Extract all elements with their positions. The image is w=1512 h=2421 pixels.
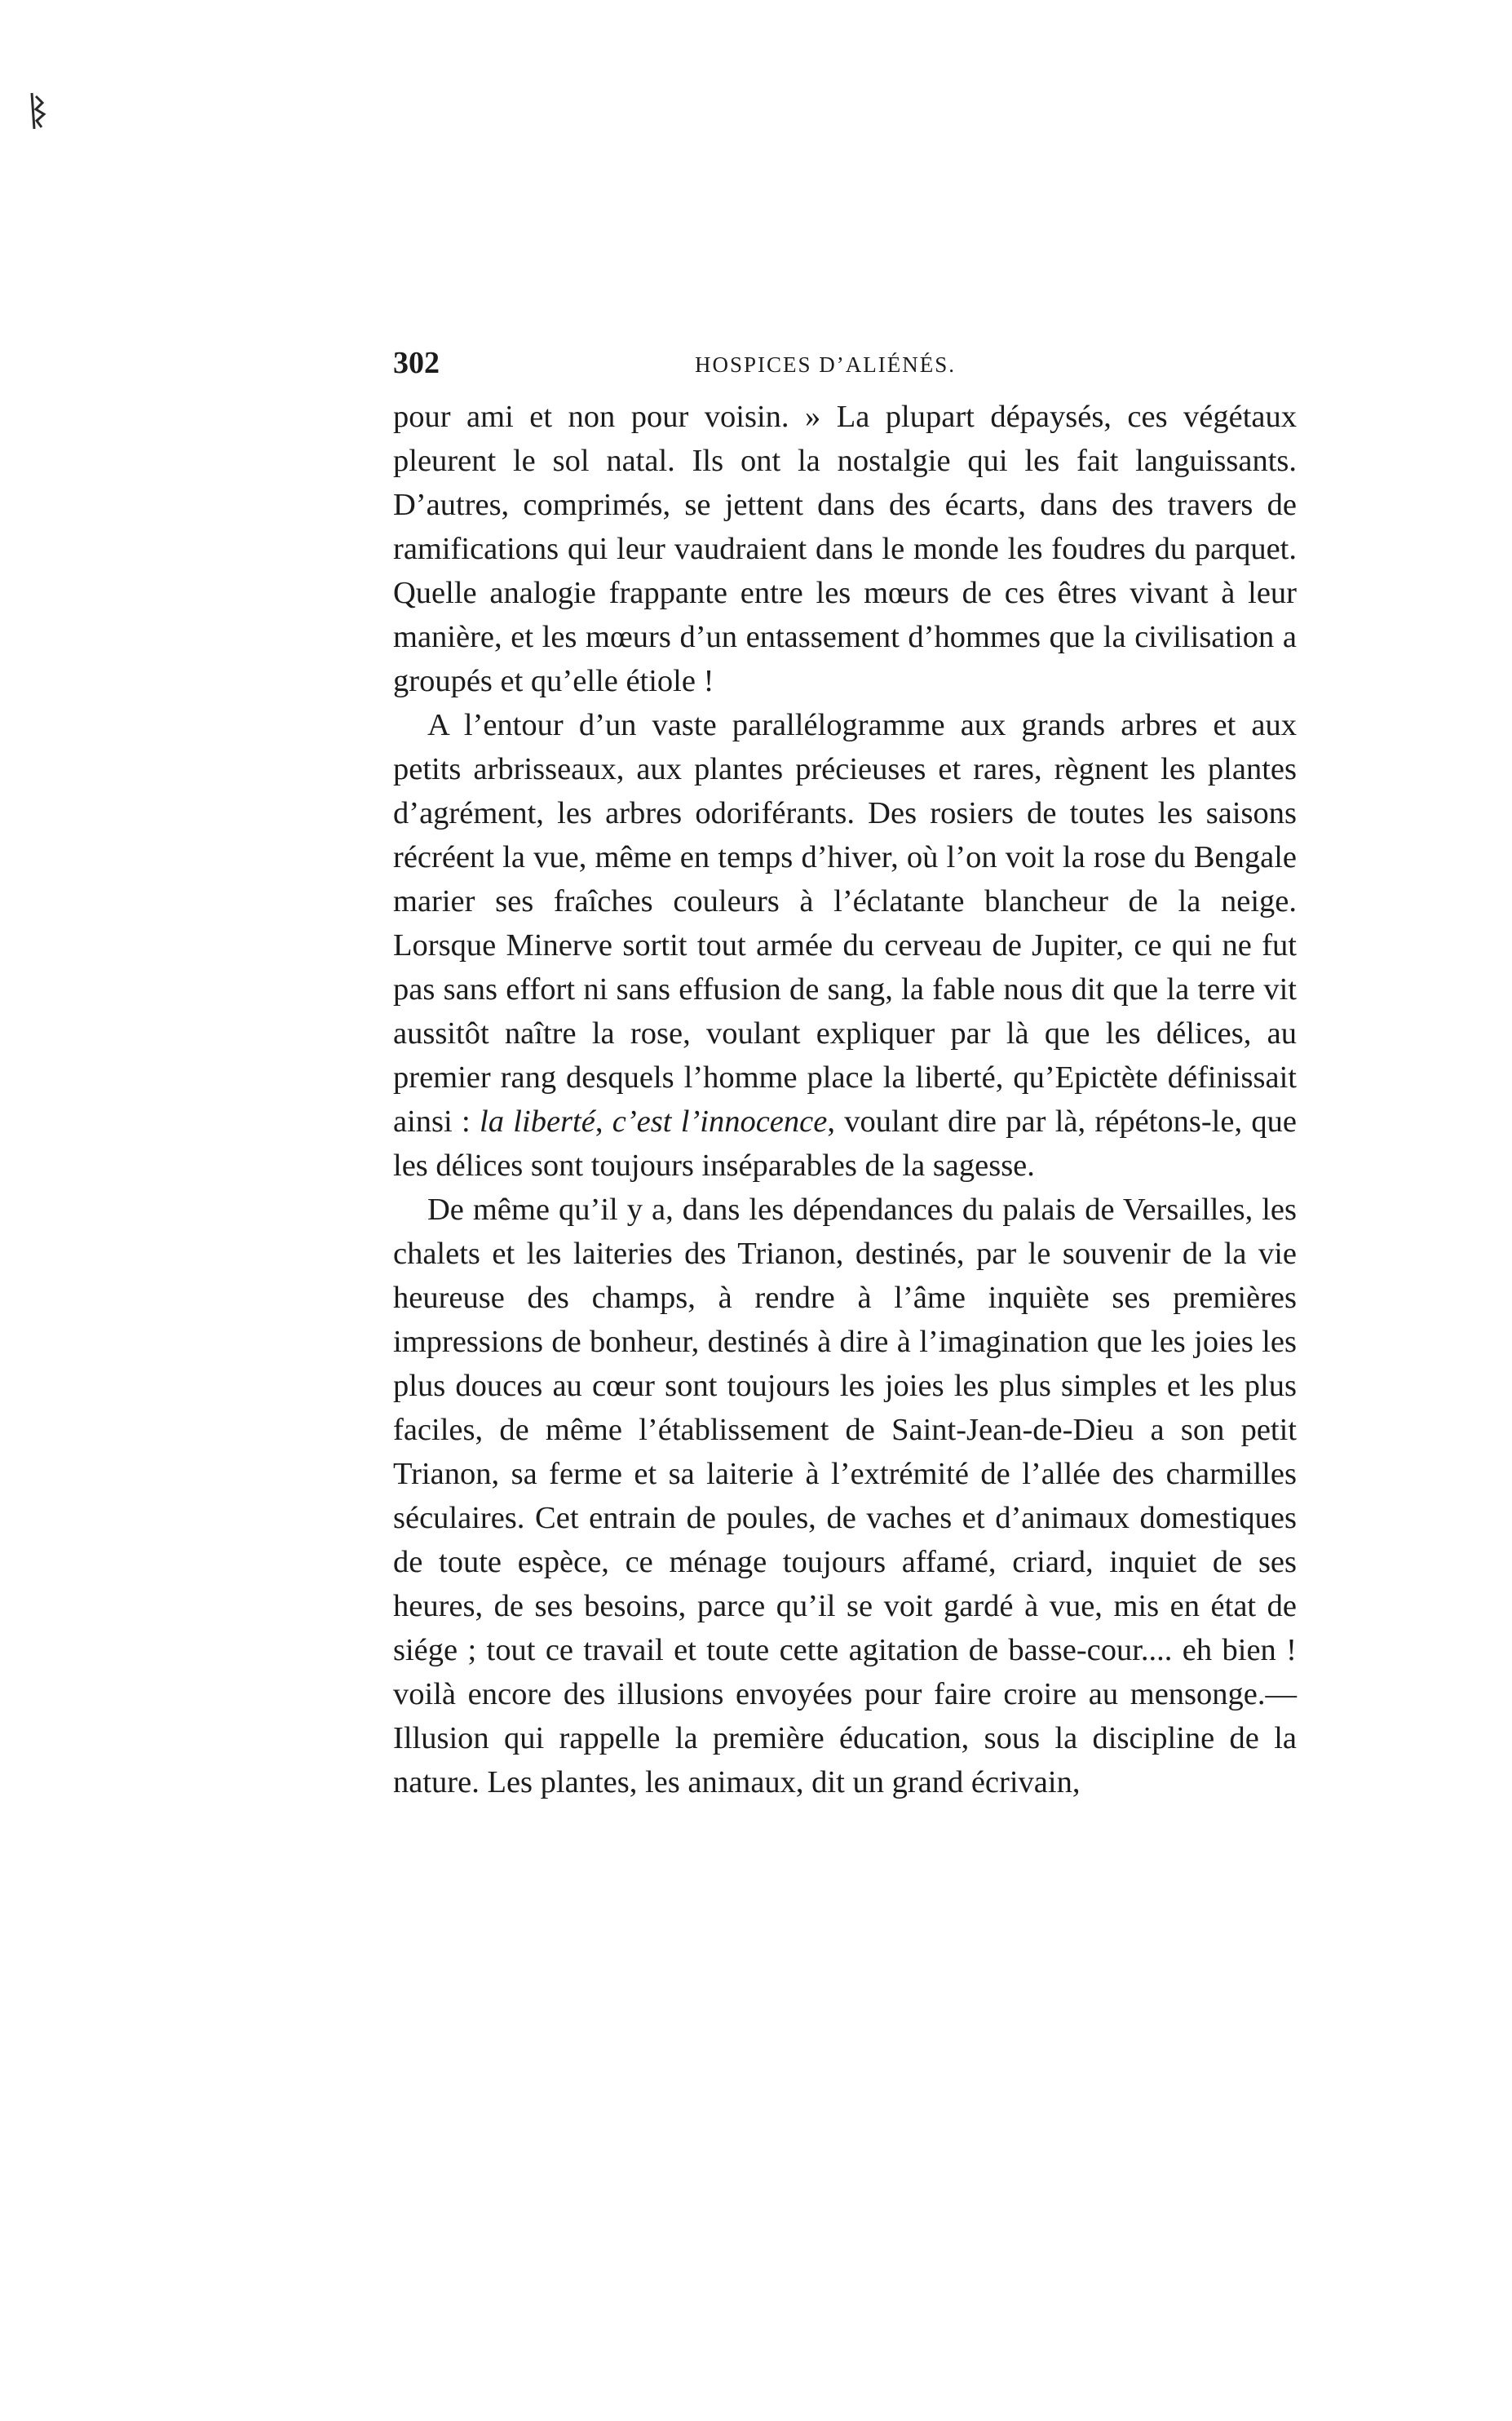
page-header	[393, 343, 1297, 383]
binding-mark	[29, 91, 47, 131]
running-head: HOSPICES D’ALIÉNÉS.	[695, 352, 957, 377]
italic-quote-liberte: la liberté	[480, 1104, 595, 1139]
page-number: 302	[393, 346, 440, 380]
paragraph-2	[393, 703, 1297, 1188]
paragraph-2-separator: ,	[595, 1104, 612, 1139]
paragraph-1: pour ami et non pour voisin. » La plupart dépaysés, ces végétaux pleurent le sol natal. Ils ont la nostalgie qui les fait languissants. D’autres, comprimés, se jettent dans des écarts, dans des travers de ramifications qui leur vaudraient dans le monde les foudres du parquet. Quelle analogie frappante entre les mœurs de ces êtres vivant à leur manière, et les mœurs d’un entassement d’hommes que la civilisation a groupés et qu’elle étiole !	[393, 400, 1297, 698]
paragraph-2-text-after: , voulant dire par là, répétons-le, que les délices sont toujours inséparables de la sagesse.	[393, 1104, 1297, 1183]
body-text	[393, 395, 1297, 1804]
paragraph-3: De même qu’il y a, dans les dépendances du palais de Versailles, les chalets et les laiteries des Trianon, destinés, par le souvenir de la vie heureuse des champs, à rendre à l’âme inquiète ses premières impressions de bonheur, destinés à dire à l’imagination que les joies les plus douces au cœur sont toujours les joies les plus simples et les plus faciles, de même l’établissement de Saint-Jean-de-Dieu a son petit Trianon, sa ferme et sa laiterie à l’extrémité de l’allée des charmilles séculaires. Cet entrain de poules, de vaches et d’animaux domestiques de toute espèce, ce ménage toujours affamé, criard, inquiet de ses heures, de ses besoins, parce qu’il se voit gardé à vue, mis en état de siége ; tout ce travail et toute cette agitation de basse-cour.... eh bien ! voilà encore des illusions envoyées pour faire croire au mensonge.—Illusion qui rappelle la première éducation, sous la discipline de la nature. Les plantes, les animaux, dit un grand écrivain,	[393, 1193, 1297, 1799]
italic-quote-innocence: c’est l’innocence	[612, 1104, 828, 1139]
paragraph-2-text-before: A l’entour d’un vaste parallélogramme aux grands arbres et aux petits arbrisseaux, aux plantes précieuses et rares, règnent les plantes d’agrément, les arbres odoriférants. Des rosiers de toutes les saisons récréent la vue, même en temps d’hiver, où l’on voit la rose du Bengale marier ses fraîches couleurs à l’éclatante blancheur de la neige. Lorsque Minerve sortit tout armée du cerveau de Jupiter, ce qui ne fut pas sans effort ni sans effusion de sang, la fable nous dit que la terre vit aussitôt naître la rose, voulant expliquer par là que les délices, au premier rang desquels l’homme place la liberté, qu’Epictète définissait ainsi :	[393, 708, 1297, 1139]
